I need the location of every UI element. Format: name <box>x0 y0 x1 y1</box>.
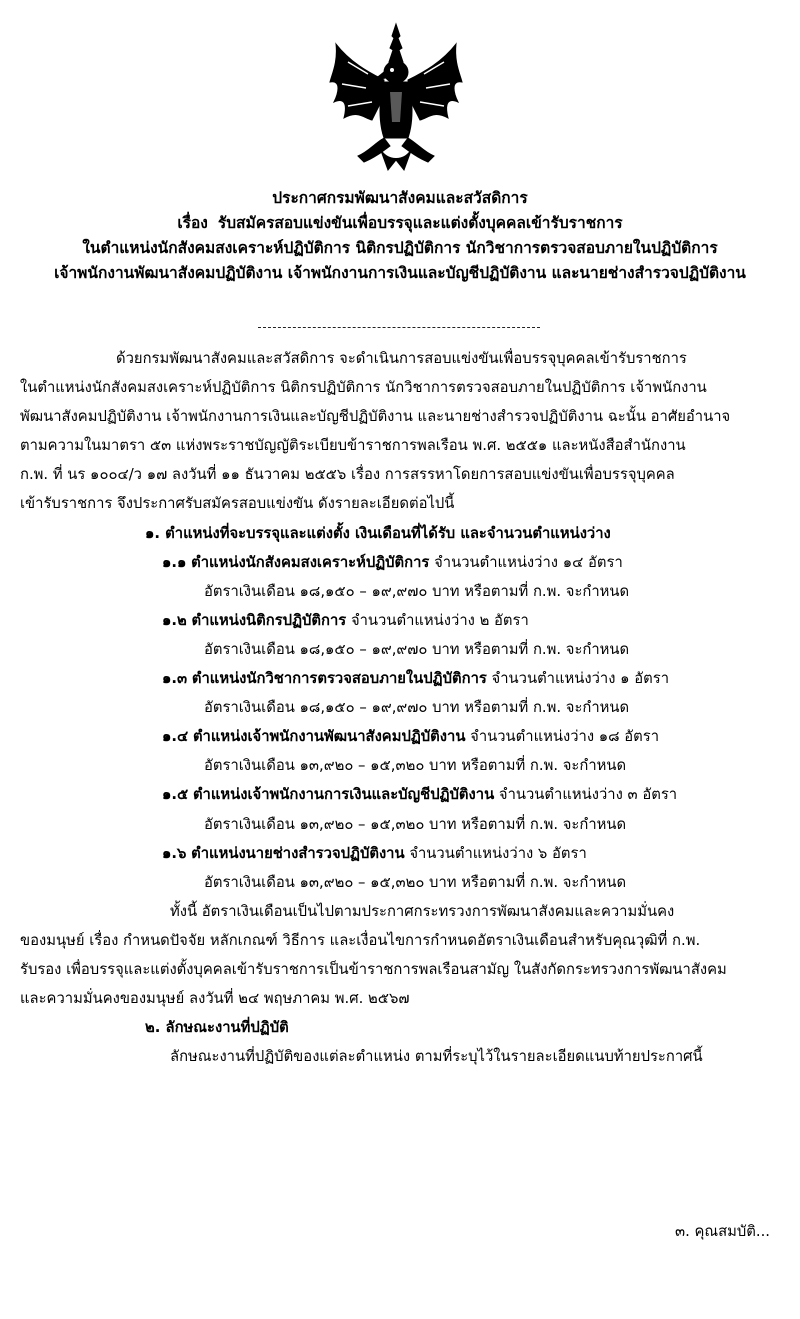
position-number: ๑.๑ <box>162 553 187 571</box>
intro-line: ด้วยกรมพัฒนาสังคมและสวัสดิการ จะดำเนินการสอบแข่งขันเพื่อบรรจุบุคคลเข้ารับราชการ <box>116 350 687 367</box>
position-item <box>20 780 786 809</box>
intro-line: ตามความในมาตรา ๕๓ แห่งพระราชบัญญัติระเบียบข้าราชการพลเรือน พ.ศ. ๒๕๕๑ และหนังสือสำนักงาน <box>20 437 686 455</box>
position-name: ตำแหน่งนักสังคมสงเคราะห์ปฏิบัติการ <box>191 553 430 571</box>
position-vacancy: จำนวนตำแหน่งว่าง ๓ อัตรา <box>498 786 678 804</box>
position-vacancy: จำนวนตำแหน่งว่าง ๑ อัตรา <box>491 670 670 688</box>
position-salary: อัตราเงินเดือน ๑๘,๑๕๐ – ๑๙,๙๗๐ บาท หรือตามที่ ก.พ. จะกำหนด <box>204 582 630 600</box>
position-number: ๑.๔ <box>162 728 189 746</box>
position-item <box>20 664 786 693</box>
position-name: ตำแหน่งเจ้าพนักงานการเงินและบัญชีปฏิบัติงาน <box>192 786 495 804</box>
garuda-emblem-icon <box>328 22 464 172</box>
position-salary: อัตราเงินเดือน ๑๘,๑๕๐ – ๑๙,๙๗๐ บาท หรือตามที่ ก.พ. จะกำหนด <box>204 640 630 658</box>
position-item <box>20 606 786 635</box>
position-vacancy: จำนวนตำแหน่งว่าง ๑๘ อัตรา <box>470 728 660 746</box>
position-salary: อัตราเงินเดือน ๑๓,๙๒๐ – ๑๕,๓๒๐ บาท หรือตามที่ ก.พ. จะกำหนด <box>204 873 627 891</box>
section-2-text: ลักษณะงานที่ปฏิบัติของแต่ละตำแหน่ง ตามที่ระบุไว้ในรายละเอียดแนบท้ายประกาศนี้ <box>170 1048 703 1066</box>
salary-note-line: รับรอง เพื่อบรรจุและแต่งตั้งบุคคลเข้ารับราชการเป็นข้าราชการพลเรือนสามัญ ในสังกัดกระทรวงการพัฒนาสังคม <box>20 960 727 978</box>
next-page-marker: ๓. คุณสมบัติ... <box>674 1223 770 1240</box>
subject-label: เรื่อง <box>177 214 208 232</box>
section-2-title: ๒. ลักษณะงานที่ปฏิบัติ <box>145 1019 289 1037</box>
section-1-title: ๑. ตำแหน่งที่จะบรรจุและแต่งตั้ง เงินเดือนที่ได้รับ และจำนวนตำแหน่งว่าง <box>145 524 611 542</box>
intro-line: พัฒนาสังคมปฏิบัติงาน เจ้าพนักงานการเงินและบัญชีปฏิบัติงาน และนายช่างสำรวจปฏิบัติงาน ฉะนั้น อาศัยอำนาจ <box>20 408 731 426</box>
salary-note-line: และความมั่นคงของมนุษย์ ลงวันที่ ๒๔ พฤษภาคม พ.ศ. ๒๕๖๗ <box>20 990 410 1008</box>
announcement-title: ประกาศกรมพัฒนาสังคมและสวัสดิการ <box>272 189 528 207</box>
position-number: ๑.๓ <box>162 670 188 688</box>
announcement-header <box>0 186 800 286</box>
position-item <box>20 722 786 751</box>
position-salary: อัตราเงินเดือน ๑๓,๙๒๐ – ๑๕,๓๒๐ บาท หรือตามที่ ก.พ. จะกำหนด <box>204 815 627 833</box>
header-divider <box>258 327 540 328</box>
position-name: ตำแหน่งนายช่างสำรวจปฏิบัติงาน <box>191 844 405 862</box>
subject-positions-line-2: เจ้าพนักงานพัฒนาสังคมปฏิบัติงาน เจ้าพนักงานการเงินและบัญชีปฏิบัติงาน และนายช่างสำรวจปฏิบัติงาน <box>54 264 746 282</box>
salary-note-line: ทั้งนี้ อัตราเงินเดือนเป็นไปตามประกาศกระทรวงการพัฒนาสังคมและความมั่นคง <box>170 902 675 920</box>
position-name: ตำแหน่งนิติกรปฏิบัติการ <box>191 611 347 629</box>
intro-line: เข้ารับราชการ จึงประกาศรับสมัครสอบแข่งขัน ดังรายละเอียดต่อไปนี้ <box>20 495 455 513</box>
position-salary: อัตราเงินเดือน ๑๓,๙๒๐ – ๑๕,๓๒๐ บาท หรือตามที่ ก.พ. จะกำหนด <box>204 757 627 775</box>
position-number: ๑.๖ <box>162 844 187 862</box>
position-name: ตำแหน่งนักวิชาการตรวจสอบภายในปฏิบัติการ <box>191 670 487 688</box>
position-item <box>20 548 786 577</box>
position-item <box>20 839 786 868</box>
subject-text: รับสมัครสอบแข่งขันเพื่อบรรจุและแต่งตั้งบุคคลเข้ารับราชการ <box>217 214 623 232</box>
intro-line: ในตำแหน่งนักสังคมสงเคราะห์ปฏิบัติการ นิติกรปฏิบัติการ นักวิชาการตรวจสอบภายในปฏิบัติการ เจ้าพนักงาน <box>20 379 707 397</box>
position-vacancy: จำนวนตำแหน่งว่าง ๖ อัตรา <box>409 844 587 862</box>
position-vacancy: จำนวนตำแหน่งว่าง ๒ อัตรา <box>350 611 529 629</box>
position-name: ตำแหน่งเจ้าพนักงานพัฒนาสังคมปฏิบัติงาน <box>192 728 466 746</box>
announcement-subject <box>0 211 800 236</box>
salary-note-line: ของมนุษย์ เรื่อง กำหนดปัจจัย หลักเกณฑ์ วิธีการ และเงื่อนไขการกำหนดอัตราเงินเดือนสำหรับคุณวุฒิที่ ก.พ. <box>20 931 701 949</box>
announcement-body <box>20 344 786 1071</box>
position-number: ๑.๕ <box>162 786 189 804</box>
subject-positions-line-1: ในตำแหน่งนักสังคมสงเคราะห์ปฏิบัติการ นิติกรปฏิบัติการ นักวิชาการตรวจสอบภายในปฏิบัติการ <box>82 239 718 257</box>
position-vacancy: จำนวนตำแหน่งว่าง ๑๔ อัตรา <box>434 553 623 571</box>
position-number: ๑.๒ <box>162 611 187 629</box>
intro-line: ก.พ. ที่ นร ๑๐๐๔/ว ๑๗ ลงวันที่ ๑๑ ธันวาคม ๒๕๕๖ เรื่อง การสรรหาโดยการสอบแข่งขันเพื่อบรรจุบุคคล <box>20 466 675 484</box>
position-salary: อัตราเงินเดือน ๑๘,๑๕๐ – ๑๙,๙๗๐ บาท หรือตามที่ ก.พ. จะกำหนด <box>204 699 630 717</box>
